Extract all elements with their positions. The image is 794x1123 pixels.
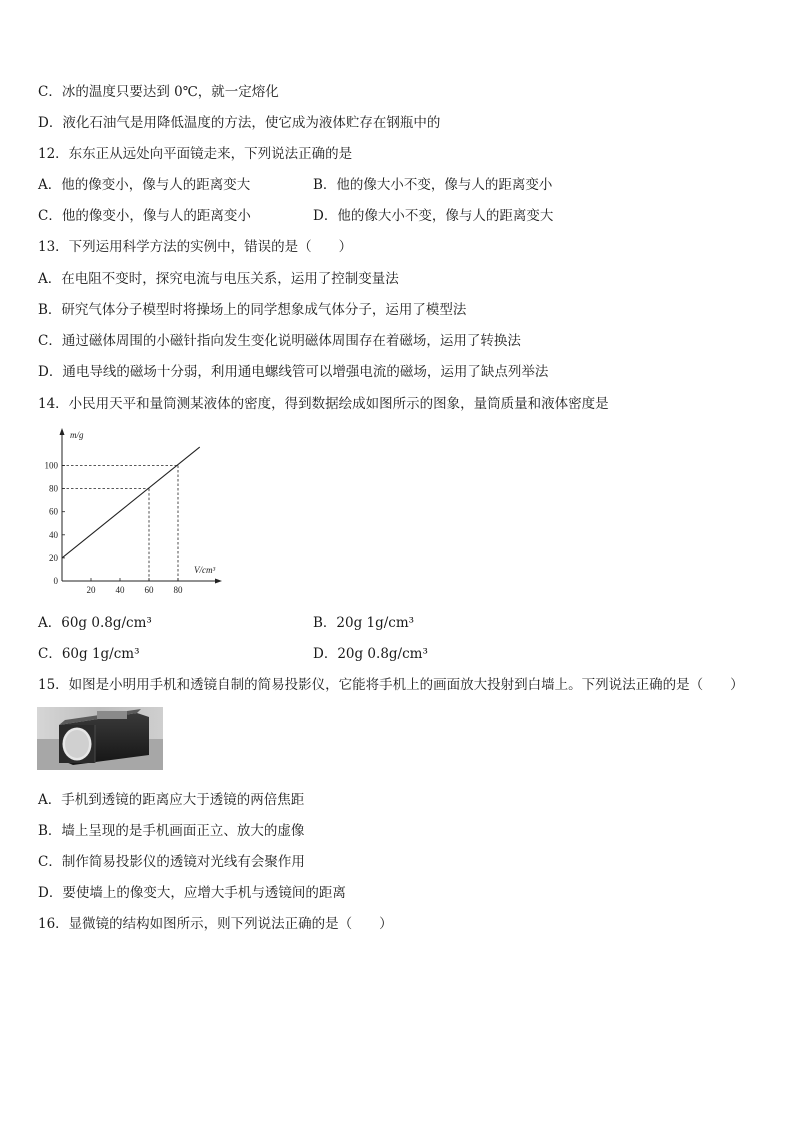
option-14a: A．60g 0.8g/cm³: [38, 615, 152, 631]
option-12a: A．他的像变小，像与人的距离变大: [38, 177, 251, 193]
option-15b: B．墙上呈现的是手机画面正立、放大的虚像: [38, 823, 305, 839]
data-series: [62, 447, 200, 558]
option-11d: D．液化石油气是用降低温度的方法，使它成为液体贮存在钢瓶中的: [38, 115, 441, 131]
option-13a: A．在电阻不变时，探究电流与电压关系，运用了控制变量法: [38, 271, 399, 287]
x-axis-label: V/cm³: [194, 565, 216, 575]
x-tick-label: 20: [86, 585, 96, 595]
x-axis-arrow: [215, 579, 222, 584]
option-13b: B．研究气体分子模型时将操场上的同学想象成气体分子，运用了模型法: [38, 302, 467, 318]
y-tick-label: 0: [53, 576, 58, 586]
x-tick-label: 80: [173, 585, 183, 595]
y-tick-label: 100: [44, 460, 58, 471]
x-tick-label: 60: [144, 585, 154, 595]
series-line: [62, 447, 200, 558]
y-tick-label: 40: [49, 529, 58, 540]
option-12c: C．他的像变小，像与人的距离变小: [38, 208, 251, 224]
question-13: 13．下列运用科学方法的实例中，错误的是（ ）: [38, 239, 353, 255]
option-13c: C．通过磁体周围的小磁针指向发生变化说明磁体周围存在着磁场，运用了转换法: [38, 333, 521, 349]
option-15c: C．制作简易投影仪的透镜对光线有会聚作用: [38, 854, 305, 870]
y-axis-arrow: [60, 428, 65, 435]
projector-photo: [37, 707, 163, 770]
option-12d: D．他的像大小不变，像与人的距离变大: [313, 208, 554, 224]
question-15: 15．如图是小明用手机和透镜自制的简易投影仪，它能将手机上的画面放大投射到白墙上。下列说法正确的是（ ）: [38, 677, 744, 693]
option-14d: D．20g 0.8g/cm³: [313, 646, 428, 662]
guide-lines: [62, 466, 178, 582]
option-11c: C．冰的温度只要达到 0℃，就一定熔化: [38, 84, 279, 100]
y-tick-label: 60: [49, 506, 58, 517]
question-12: 12．东东正从远处向平面镜走来，下列说法正确的是: [38, 146, 353, 162]
mass-volume-chart: [36, 425, 226, 600]
option-15d: D．要使墙上的像变大，应增大手机与透镜间的距离: [38, 885, 346, 901]
y-tick-label: 20: [49, 552, 58, 563]
option-14b: B．20g 1g/cm³: [313, 615, 415, 631]
x-tick-label: 40: [115, 585, 125, 595]
y-tick-label: 80: [49, 483, 58, 494]
option-15a: A．手机到透镜的距离应大于透镜的两倍焦距: [38, 792, 305, 808]
option-13d: D．通电导线的磁场十分弱，利用通电螺线管可以增强电流的磁场，运用了缺点列举法: [38, 364, 549, 380]
y-axis-label: m/g: [70, 430, 84, 440]
option-14c: C．60g 1g/cm³: [38, 646, 140, 662]
question-14: 14．小民用天平和量筒测某液体的密度，得到数据绘成如图所示的图象，量筒质量和液体密度是: [38, 396, 609, 412]
question-16: 16．显微镜的结构如图所示，则下列说法正确的是（ ）: [38, 916, 393, 932]
option-12b: B．他的像大小不变，像与人的距离变小: [313, 177, 553, 193]
